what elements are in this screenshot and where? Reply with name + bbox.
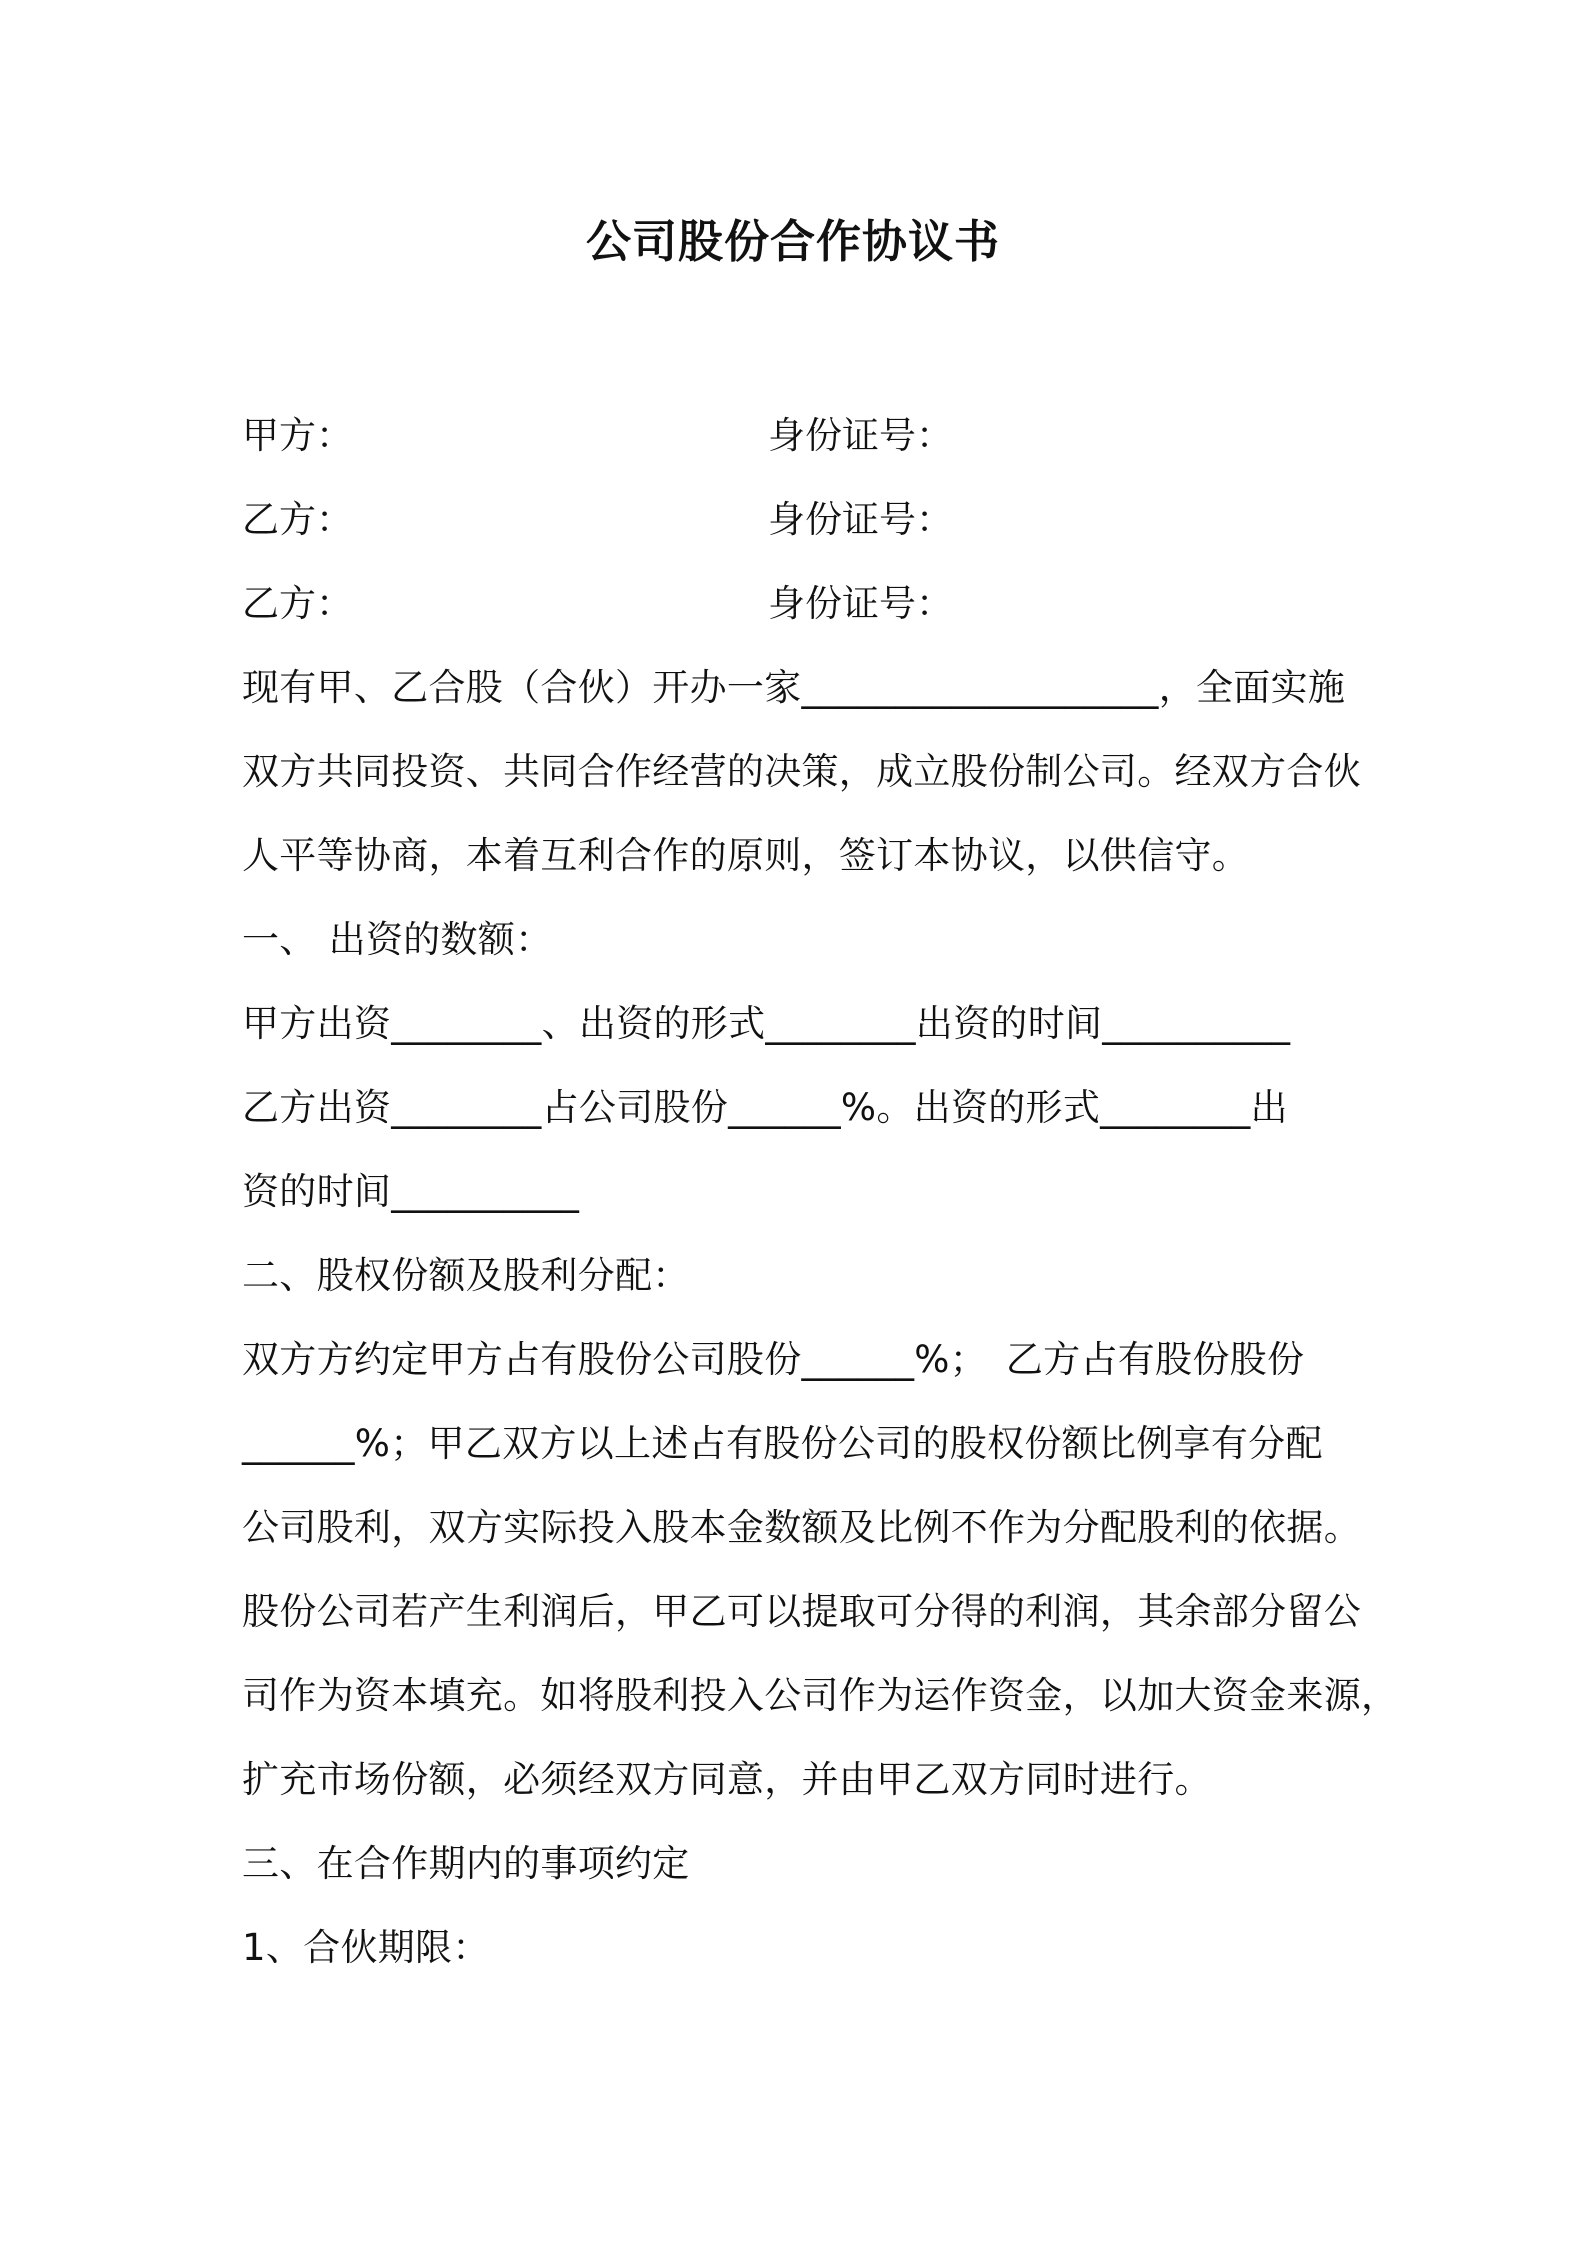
body-line: 双方方约定甲方占有股份公司股份______%； 乙方占有股份股份 [242, 1338, 1305, 1381]
id-number-label: 身份证号： [768, 414, 953, 457]
body-line: 现有甲、乙合股（合伙）开办一家___________________，全面实施 [242, 666, 1346, 709]
body-line: ______%；甲乙双方以上述占有股份公司的股权份额比例享有分配 [242, 1422, 1323, 1465]
body-line: 资的时间__________ [242, 1170, 580, 1213]
party-row-b [242, 490, 1362, 550]
section-heading: 二、股权份额及股利分配： [242, 1254, 690, 1297]
body-line: 股份公司若产生利润后，甲乙可以提取可分得的利润，其余部分留公 [242, 1590, 1361, 1633]
section-heading: 一、 出资的数额： [242, 918, 553, 961]
id-number-label: 身份证号： [768, 582, 953, 625]
subsection-heading: 1、合伙期限： [242, 1926, 490, 1969]
id-number-label: 身份证号： [768, 498, 953, 541]
body-line: 乙方出资________占公司股份______%。出资的形式________出 [242, 1086, 1288, 1129]
party-row-c [242, 574, 1362, 634]
body-line: 双方共同投资、共同合作经营的决策，成立股份制公司。经双方合伙 [242, 750, 1361, 793]
party-label: 乙方： [242, 582, 353, 625]
section-heading: 三、在合作期内的事项约定 [242, 1842, 690, 1885]
body-line: 扩充市场份额，必须经双方同意，并由甲乙双方同时进行。 [242, 1758, 1212, 1801]
party-label: 甲方： [242, 414, 353, 457]
party-row-a [242, 406, 1362, 466]
body-line: 司作为资本填充。如将股利投入公司作为运作资金，以加大资金来源， [242, 1674, 1399, 1717]
body-line: 甲方出资________、出资的形式________出资的时间__________ [242, 1002, 1291, 1045]
body-line: 公司股利，双方实际投入股本金数额及比例不作为分配股利的依据。 [242, 1506, 1361, 1549]
body-line: 人平等协商，本着互利合作的原则，签订本协议，以供信守。 [242, 834, 1250, 877]
document-title: 公司股份合作协议书 [585, 215, 1000, 268]
party-label: 乙方： [242, 498, 353, 541]
